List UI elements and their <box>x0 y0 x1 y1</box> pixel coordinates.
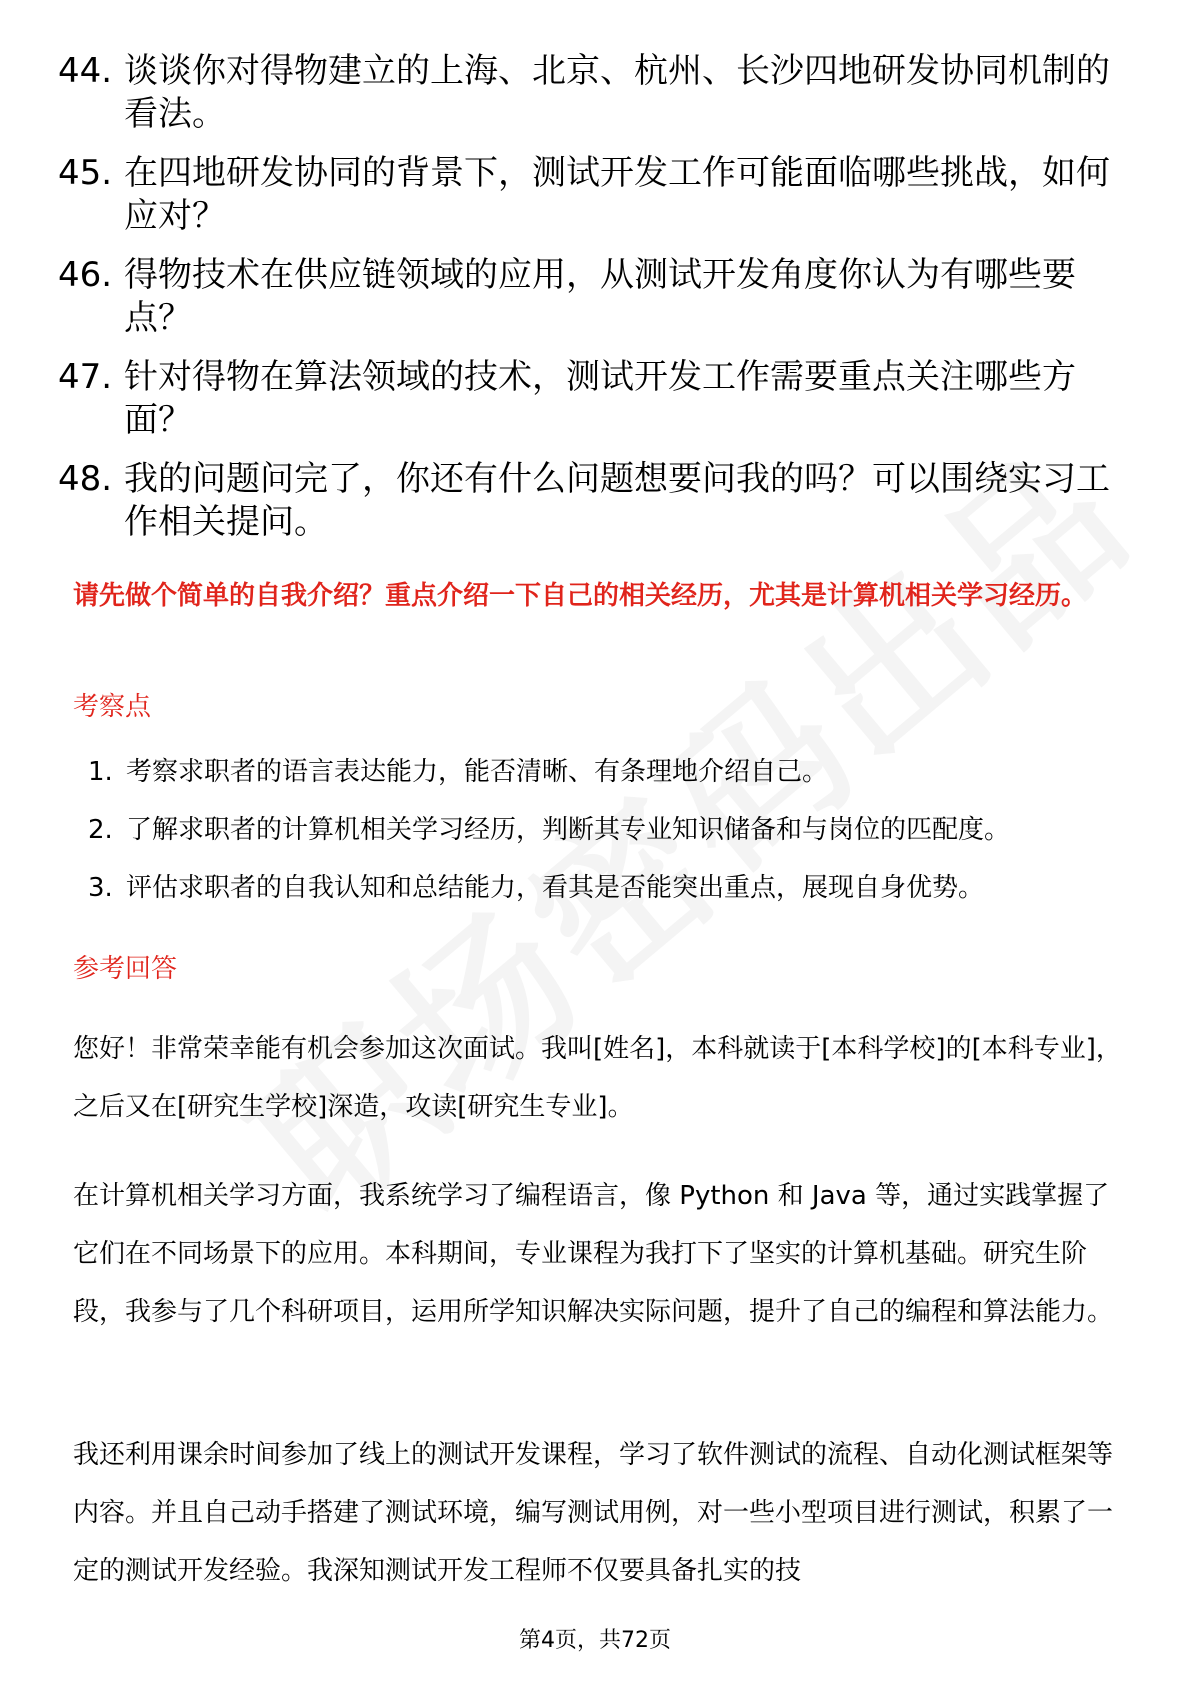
exam-points-list <box>88 755 1118 929</box>
answer-paragraph: 您好！非常荣幸能有机会参加这次面试。我叫[姓名]，本科就读于[本科学校]的[本科专业]，之后又在[研究生学校]深造，攻读[研究生专业]。 <box>73 1034 1122 1122</box>
question-text: 在四地研发协同的背景下，测试开发工作可能面临哪些挑战，如何应对？ <box>124 153 1110 236</box>
exam-point-number: 1. <box>88 757 113 787</box>
exam-point-text: 了解求职者的计算机相关学习经历，判断其专业知识储备和与岗位的匹配度。 <box>126 815 1011 845</box>
question-item <box>58 152 1118 238</box>
question-text: 针对得物在算法领域的技术，测试开发工作需要重点关注哪些方面？ <box>124 357 1076 440</box>
exam-point-number: 3. <box>88 873 113 903</box>
question-number: 45. <box>58 153 113 193</box>
exam-point-item <box>88 871 1118 905</box>
section-title: 请先做个简单的自我介绍？重点介绍一下自己的相关经历，尤其是计算机相关学习经历。 <box>73 581 1088 611</box>
question-text: 谈谈你对得物建立的上海、北京、杭州、长沙四地研发协同机制的看法。 <box>124 51 1110 134</box>
question-number: 47. <box>58 357 113 397</box>
page-footer: 第4页，共72页 <box>519 1628 671 1653</box>
question-item <box>58 254 1118 340</box>
question-number: 46. <box>58 255 113 295</box>
answer-heading: 参考回答 <box>73 954 178 984</box>
question-list <box>58 50 1118 560</box>
question-number: 48. <box>58 459 113 499</box>
question-item <box>58 356 1118 442</box>
exam-point-number: 2. <box>88 815 113 845</box>
exam-point-item <box>88 813 1118 847</box>
exam-point-text: 评估求职者的自我认知和总结能力，看其是否能突出重点，展现自身优势。 <box>126 873 985 903</box>
exam-points-heading: 考察点 <box>73 692 152 722</box>
answer-paragraph: 我还利用课余时间参加了线上的测试开发课程，学习了软件测试的流程、自动化测试框架等内容。并且自己动手搭建了测试环境，编写测试用例，对一些小型项目进行测试，积累了一定的测试开发经验。我深知测试开发工程师不仅要具备扎实的技 <box>73 1440 1114 1586</box>
question-item <box>58 458 1118 544</box>
exam-point-item <box>88 755 1118 789</box>
exam-point-text: 考察求职者的语言表达能力，能否清晰、有条理地介绍自己。 <box>126 757 829 787</box>
question-number: 44. <box>58 51 113 91</box>
question-item <box>58 50 1118 136</box>
question-text: 我的问题问完了，你还有什么问题想要问我的吗？可以围绕实习工作相关提问。 <box>124 459 1110 542</box>
question-text: 得物技术在供应链领域的应用，从测试开发角度你认为有哪些要点？ <box>124 255 1076 338</box>
answer-paragraph: 在计算机相关学习方面，我系统学习了编程语言，像 Python 和 Java 等，通过实践掌握了它们在不同场景下的应用。本科期间，专业课程为我打下了坚实的计算机基础。研究生阶段，我参与了几个科研项目，运用所学知识解决实际问题，提升了自己的编程和算法能力。 <box>73 1181 1114 1327</box>
